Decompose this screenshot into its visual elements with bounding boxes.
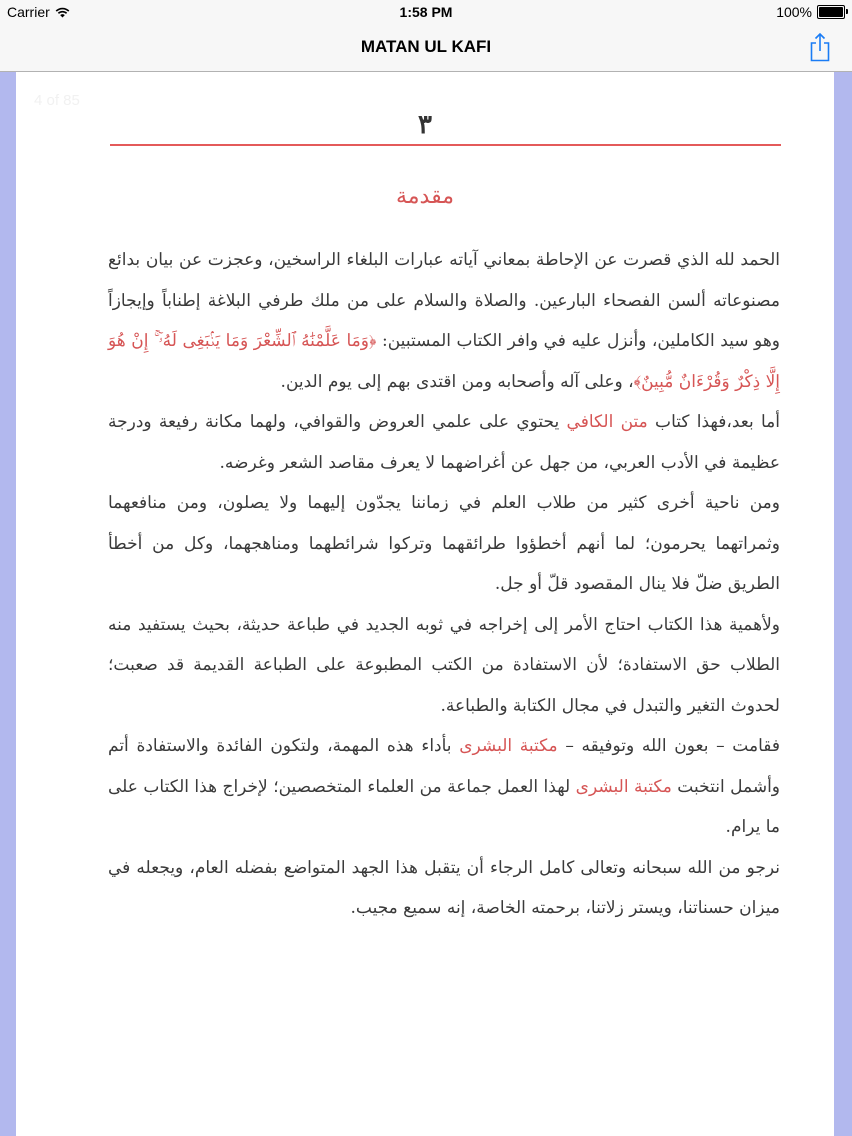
navigation-bar [0, 24, 852, 72]
paragraph-3: ومن ناحية أخرى كثير من طلاب العلم في زماننا يجدّون إليهما ولا يصلون، ومن منافعهما وثمراتهما يحرمون؛ لما أنهم أخطؤوا طرائقهما وتركوا شرائطهما ومناهجهما، وكل من أخطأ الطريق ضلّ فلا ينال المقصود قلّ أو جل. [108, 493, 780, 594]
battery-tip [846, 9, 848, 14]
pdf-reader[interactable] [0, 72, 852, 1136]
carrier-label: Carrier [7, 4, 50, 20]
paragraph-1-text: الحمد لله الذي قصرت عن الإحاطة بمعاني آياته عبارات البلغاء الراسخين، وعجزت عن بيان بدائع مصنوعاته ألسن الفصحاء البارعين. والصلاة والسلام على من ملك طرفي البلاغة إطناباً وإيجازاً وهو سيد الكاملين، وأنزل عليه في وافر الكتاب المستبين: [108, 250, 781, 351]
paragraph-6: نرجو من الله سبحانه وتعالى كامل الرجاء أن يتقبل هذا الجهد المتواضع بفضله العام، ويجعله في ميزان حسناتنا، ويستر زلاتنا، برحمته الخاصة، إنه سميع مجيب. [108, 857, 780, 918]
section-title: مقدمة [395, 184, 455, 209]
paragraph-2-start: أما بعد،فهذا كتاب [647, 412, 780, 432]
book-title-highlight: متن الكافي [566, 412, 648, 432]
body-text [108, 240, 780, 929]
battery-fill [819, 7, 843, 17]
paragraph-5-end: لهذا العمل جماعة من العلماء المتخصصين؛ لإخراج هذا الكتاب على ما يرام. [108, 776, 780, 837]
paragraph-2 [108, 402, 780, 483]
header-rule [110, 144, 781, 146]
page-indicator: 4 of 85 [34, 92, 80, 109]
paragraph-4: ولأهمية هذا الكتاب احتاج الأمر إلى إخراجه في ثوبه الجديد في طباعة حديثة، بحيث يستفيد منه الطلاب حق الاستفادة؛ لأن الاستفادة من الكتب المطبوعة على الطباعة القديمة قد صعبت؛ لحدوث التغير والتبدل في مجال الكتابة والطباعة. [108, 614, 780, 716]
document-page[interactable] [16, 72, 834, 1136]
paragraph-1-end: ، وعلى آله وأصحابه ومن اقتدى بهم إلى يوم الدين. [280, 371, 634, 392]
publisher-highlight-1: مكتبة البشرى [459, 736, 558, 756]
paragraph-2-end: يحتوي على علمي العروض والقوافي، ولهما مكانة رفيعة ودرجة عظيمة في الأدب العربي، من جهل عن أغراضهما لا يعرف مقاصد الشعر وغرضه. [108, 412, 780, 473]
quran-verse: ﴿وَمَا عَلَّمْنَٰهُ ٱلشِّعْرَ وَمَا يَنۢبَغِى لَهُۥٓ ۚ إِنْ هُوَ إِلَّا ذِكْرٌ وَقُرْءَانٌ مُّبِينٌ﴾ [108, 331, 780, 392]
share-button[interactable] [808, 32, 832, 62]
battery-percent: 100% [776, 4, 812, 20]
paragraph-5 [108, 726, 780, 848]
share-icon [808, 32, 832, 62]
publisher-highlight-2: مكتبة البشرى [575, 776, 672, 797]
status-bar [0, 0, 852, 24]
status-time: 1:58 PM [399, 4, 453, 20]
page-number: ٣ [418, 110, 432, 140]
paragraph-5-start: فقامت – بعون الله وتوفيقه – [557, 736, 780, 756]
status-right [776, 4, 845, 20]
paragraph-5-middle: بأداء هذه المهمة، ولتكون الفائدة والاستفادة أتم وأشمل انتخبت [108, 736, 780, 797]
battery-icon [817, 5, 845, 19]
nav-title: MATAN UL KAFI [360, 37, 492, 56]
paragraph-1 [108, 240, 780, 402]
